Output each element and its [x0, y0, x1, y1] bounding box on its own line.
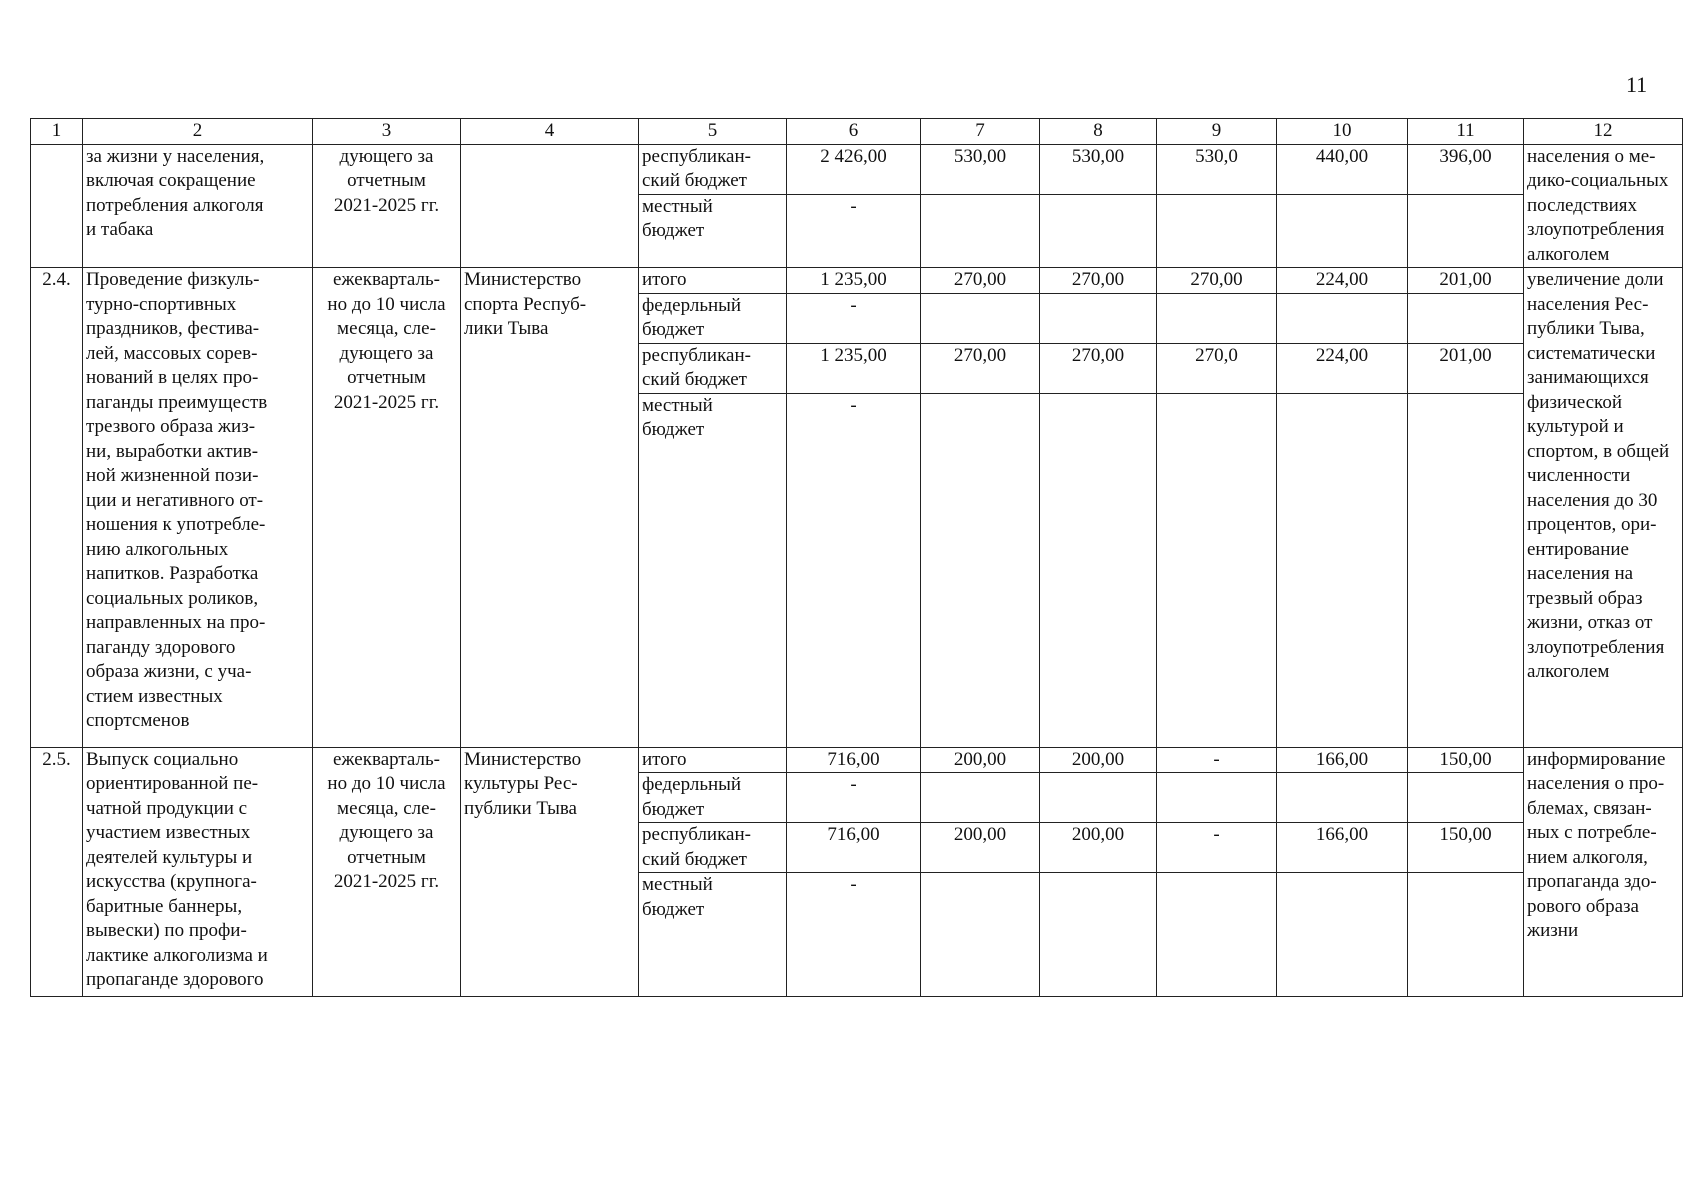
cont-v7 [921, 194, 1040, 267]
funding-source: итого [639, 747, 787, 773]
funding-source: местный бюджет [639, 393, 787, 747]
value-2023 [1157, 393, 1277, 747]
value-2022: 200,00 [1040, 747, 1157, 773]
cont-v7: 530,00 [921, 144, 1040, 194]
table-row [31, 144, 1683, 194]
cont-name: за жизни у населения, включая сокращение потребления алкоголя и табака [83, 144, 313, 268]
col-header-1: 1 [31, 119, 83, 145]
col-header-5: 5 [639, 119, 787, 145]
col-header-12: 12 [1524, 119, 1683, 145]
value-2024: 224,00 [1277, 268, 1408, 294]
value-total: 716,00 [787, 747, 921, 773]
table-row [31, 747, 1683, 773]
value-2021: 270,00 [921, 343, 1040, 393]
item-deadline: ежекварталь- но до 10 числа месяца, сле- дующего за отчетным 2021-2025 гг. [313, 268, 461, 748]
col-header-8: 8 [1040, 119, 1157, 145]
col-header-10: 10 [1277, 119, 1408, 145]
cont-v10 [1277, 194, 1408, 267]
cont-v11 [1408, 194, 1524, 267]
value-2022: 270,00 [1040, 268, 1157, 294]
value-2025: 150,00 [1408, 747, 1524, 773]
value-2022 [1040, 293, 1157, 343]
item-result: увеличение доли населения Рес- публики Тыва, систематически занимающихся физической культурой и спортом, в общей численности населения до 30 процентов, ори- ентирование населения на трезвый образ жизни, отказ от злоупотребления алкоголем [1524, 268, 1683, 748]
value-total: 1 235,00 [787, 343, 921, 393]
item-number: 2.4. [31, 268, 83, 748]
value-2022 [1040, 873, 1157, 997]
funding-source: республикан- ский бюджет [639, 343, 787, 393]
value-2024: 166,00 [1277, 747, 1408, 773]
value-2021 [921, 393, 1040, 747]
table-row [31, 268, 1683, 294]
cont-v6: 2 426,00 [787, 144, 921, 194]
value-2025: 150,00 [1408, 823, 1524, 873]
funding-source: республикан- ский бюджет [639, 823, 787, 873]
funding-source: федерльный бюджет [639, 293, 787, 343]
col-header-9: 9 [1157, 119, 1277, 145]
cont-result: населения о ме- дико-социальных последствиях злоупотребления алкоголем [1524, 144, 1683, 268]
value-2023 [1157, 873, 1277, 997]
item-number: 2.5. [31, 747, 83, 997]
page-number: 11 [1626, 72, 1648, 97]
value-2024 [1277, 393, 1408, 747]
program-table [30, 118, 1683, 997]
col-header-11: 11 [1408, 119, 1524, 145]
value-2024: 166,00 [1277, 823, 1408, 873]
value-2023: - [1157, 747, 1277, 773]
header-row [31, 119, 1683, 145]
value-2023: - [1157, 823, 1277, 873]
item-name: Проведение физкуль- турно-спортивных праздников, фестива- лей, массовых сорев- нований в целях про- паганды преимуществ трезвого образа жиз- ни, выработки актив- ной жизненной пози- ции и негативного от- ношения к употребле- нию алкогольных напитков. Разработка социальных роликов, направленных на про- паганду здорового образа жизни, с уча- стием известных спортсменов [83, 268, 313, 748]
value-2022 [1040, 773, 1157, 823]
col-header-7: 7 [921, 119, 1040, 145]
funding-source: итого [639, 268, 787, 294]
value-2022 [1040, 393, 1157, 747]
value-total: - [787, 773, 921, 823]
value-2023: 270,00 [1157, 268, 1277, 294]
value-2022: 200,00 [1040, 823, 1157, 873]
value-2021: 200,00 [921, 747, 1040, 773]
value-total: 1 235,00 [787, 268, 921, 294]
cont-v10: 440,00 [1277, 144, 1408, 194]
cont-deadline: дующего за отчетным 2021-2025 гг. [313, 144, 461, 268]
col-header-3: 3 [313, 119, 461, 145]
value-2021 [921, 293, 1040, 343]
item-name: Выпуск социально ориентированной пе- чатной продукции с участием известных деятелей культуры и искусства (крупнога- баритные баннеры, вывески) по профи- лактике алкоголизма и пропаганде здорового [83, 747, 313, 997]
value-2024 [1277, 873, 1408, 997]
cont-number [31, 144, 83, 268]
item-executor: Министерство культуры Рес- публики Тыва [461, 747, 639, 997]
value-2025 [1408, 393, 1524, 747]
value-2024 [1277, 773, 1408, 823]
value-2021 [921, 773, 1040, 823]
value-2024: 224,00 [1277, 343, 1408, 393]
value-2023 [1157, 293, 1277, 343]
value-2021: 200,00 [921, 823, 1040, 873]
value-2025 [1408, 873, 1524, 997]
value-2025 [1408, 773, 1524, 823]
value-2024 [1277, 293, 1408, 343]
col-header-4: 4 [461, 119, 639, 145]
cont-source: республикан- ский бюджет [639, 144, 787, 194]
value-total: - [787, 293, 921, 343]
cont-v8 [1040, 194, 1157, 267]
value-2025 [1408, 293, 1524, 343]
value-2021 [921, 873, 1040, 997]
funding-source: федерльный бюджет [639, 773, 787, 823]
value-total: - [787, 393, 921, 747]
funding-source: местный бюджет [639, 873, 787, 997]
value-2023: 270,0 [1157, 343, 1277, 393]
value-2021: 270,00 [921, 268, 1040, 294]
col-header-6: 6 [787, 119, 921, 145]
cont-v9: 530,0 [1157, 144, 1277, 194]
value-total: 716,00 [787, 823, 921, 873]
value-2022: 270,00 [1040, 343, 1157, 393]
value-total: - [787, 873, 921, 997]
cont-executor [461, 144, 639, 268]
cont-v9 [1157, 194, 1277, 267]
col-header-2: 2 [83, 119, 313, 145]
value-2023 [1157, 773, 1277, 823]
value-2025: 201,00 [1408, 268, 1524, 294]
item-deadline: ежекварталь- но до 10 числа месяца, сле- дующего за отчетным 2021-2025 гг. [313, 747, 461, 997]
cont-v11: 396,00 [1408, 144, 1524, 194]
item-executor: Министерство спорта Респуб- лики Тыва [461, 268, 639, 748]
value-2025: 201,00 [1408, 343, 1524, 393]
item-result: информирование населения о про- блемах, связан- ных с потребле- нием алкоголя, пропаганда здо- рового образа жизни [1524, 747, 1683, 997]
cont-v8: 530,00 [1040, 144, 1157, 194]
cont-v6: - [787, 194, 921, 267]
cont-source: местный бюджет [639, 194, 787, 267]
